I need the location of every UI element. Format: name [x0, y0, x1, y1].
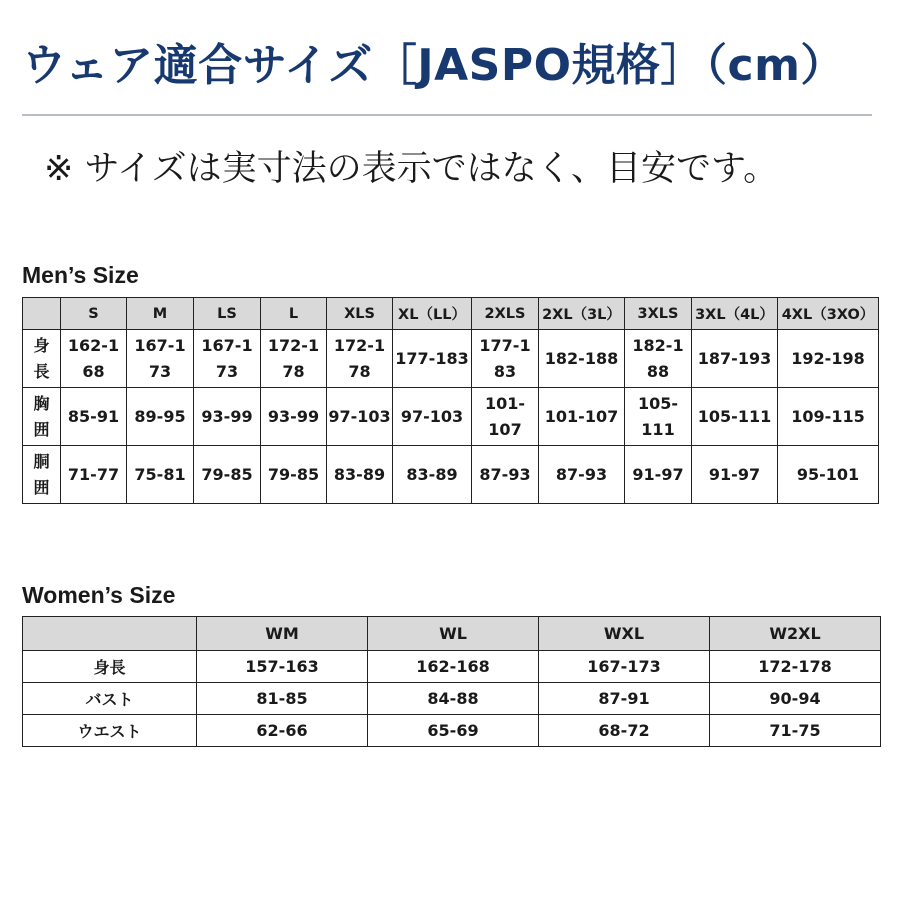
- mens-cell: 105-111: [692, 388, 778, 446]
- womens-cell: 81-85: [197, 683, 368, 715]
- cell-value: 177-183: [479, 335, 531, 381]
- mens-cell: 79-85: [261, 446, 327, 504]
- mens-cell: 192-198: [778, 330, 879, 388]
- womens-size-table: [22, 616, 881, 747]
- womens-col-header: WM: [197, 617, 368, 651]
- cell-value: 105-111: [637, 393, 679, 439]
- mens-cell: 83-89: [393, 446, 472, 504]
- mens-row-chest: [23, 388, 879, 446]
- mens-cell: 87-93: [539, 446, 625, 504]
- page-title: ウェア適合サイズ［JASPO規格］（cm）: [22, 40, 845, 91]
- mens-cell: [194, 330, 261, 388]
- womens-cell: 157-163: [197, 651, 368, 683]
- mens-cell: [625, 388, 692, 446]
- mens-cell: 93-99: [194, 388, 261, 446]
- mens-col-header: LS: [194, 298, 261, 330]
- cell-value: 162-168: [67, 335, 120, 381]
- womens-cell: 71-75: [710, 715, 881, 747]
- womens-cell: 90-94: [710, 683, 881, 715]
- title-divider: [22, 114, 872, 116]
- mens-row-waist: [23, 446, 879, 504]
- mens-cell: 91-97: [625, 446, 692, 504]
- mens-cell: 109-115: [778, 388, 879, 446]
- womens-corner-cell: [23, 617, 197, 651]
- womens-row-label: ウエスト: [23, 715, 197, 747]
- mens-cell: [261, 330, 327, 388]
- womens-col-header: WXL: [539, 617, 710, 651]
- mens-size-table: [22, 297, 879, 504]
- mens-cell: [472, 330, 539, 388]
- womens-cell: 84-88: [368, 683, 539, 715]
- mens-cell: 79-85: [194, 446, 261, 504]
- womens-row-waist: [23, 715, 881, 747]
- cell-value: 167-173: [134, 335, 186, 381]
- mens-col-header: 4XL（3XO）: [778, 298, 879, 330]
- mens-col-header: 3XLS: [625, 298, 692, 330]
- mens-row-label: [23, 446, 61, 504]
- womens-row-height: [23, 651, 881, 683]
- mens-cell: 91-97: [692, 446, 778, 504]
- mens-col-header: XLS: [327, 298, 393, 330]
- womens-cell: 172-178: [710, 651, 881, 683]
- mens-row-height: [23, 330, 879, 388]
- cell-value: 101-107: [484, 393, 526, 439]
- mens-cell: [61, 330, 127, 388]
- mens-row-label: [23, 388, 61, 446]
- mens-cell: 95-101: [778, 446, 879, 504]
- womens-size-heading: Women’s Size: [22, 582, 176, 608]
- mens-cell: 187-193: [692, 330, 778, 388]
- cell-value: 167-173: [201, 335, 253, 381]
- womens-cell: 162-168: [368, 651, 539, 683]
- cell-value: 172-178: [333, 335, 386, 381]
- mens-col-header: 2XLS: [472, 298, 539, 330]
- row-label-text: 胸囲: [33, 393, 50, 439]
- mens-col-header: S: [61, 298, 127, 330]
- mens-corner-cell: [23, 298, 61, 330]
- row-label-text: 身長: [33, 335, 50, 381]
- womens-cell: 65-69: [368, 715, 539, 747]
- mens-header-row: [23, 298, 879, 330]
- mens-cell: [327, 330, 393, 388]
- womens-cell: 87-91: [539, 683, 710, 715]
- size-note: ※ サイズは実寸法の表示ではなく、目安です。: [44, 149, 779, 189]
- mens-col-header: 2XL（3L）: [539, 298, 625, 330]
- womens-row-bust: [23, 683, 881, 715]
- mens-col-header: L: [261, 298, 327, 330]
- mens-col-header: M: [127, 298, 194, 330]
- womens-row-label: 身長: [23, 651, 197, 683]
- mens-cell: 89-95: [127, 388, 194, 446]
- womens-row-label: バスト: [23, 683, 197, 715]
- womens-col-header: WL: [368, 617, 539, 651]
- mens-cell: [472, 388, 539, 446]
- womens-header-row: [23, 617, 881, 651]
- womens-cell: 167-173: [539, 651, 710, 683]
- mens-cell: [625, 330, 692, 388]
- womens-cell: 62-66: [197, 715, 368, 747]
- mens-cell: 93-99: [261, 388, 327, 446]
- mens-col-header: XL（LL）: [393, 298, 472, 330]
- mens-cell: 97-103: [393, 388, 472, 446]
- mens-cell: 85-91: [61, 388, 127, 446]
- womens-cell: 68-72: [539, 715, 710, 747]
- mens-cell: 75-81: [127, 446, 194, 504]
- mens-cell: 83-89: [327, 446, 393, 504]
- mens-cell: 177-183: [393, 330, 472, 388]
- mens-cell: [127, 330, 194, 388]
- mens-cell: 182-188: [539, 330, 625, 388]
- mens-size-heading: Men’s Size: [22, 262, 139, 288]
- cell-value: 172-178: [267, 335, 320, 381]
- mens-col-header: 3XL（4L）: [692, 298, 778, 330]
- womens-col-header: W2XL: [710, 617, 881, 651]
- mens-cell: 97-103: [327, 388, 393, 446]
- mens-cell: 87-93: [472, 446, 539, 504]
- row-label-text: 胴囲: [33, 451, 50, 497]
- mens-cell: 101-107: [539, 388, 625, 446]
- mens-row-label: [23, 330, 61, 388]
- cell-value: 182-188: [632, 335, 684, 381]
- mens-cell: 71-77: [61, 446, 127, 504]
